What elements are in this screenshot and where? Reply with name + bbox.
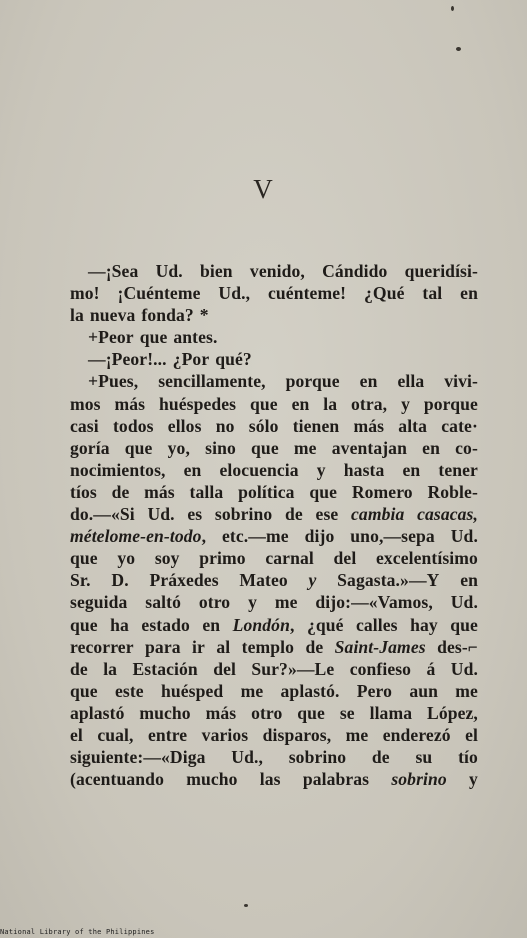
ink-speck xyxy=(451,6,454,11)
text-line: la nueva fonda? * xyxy=(70,305,209,326)
text-line: mos más huéspedes que en la otra, y porque xyxy=(70,393,478,414)
text-line: do.—«Si Ud. es sobrino de ese cambia casacas, xyxy=(70,504,478,525)
body-text xyxy=(70,260,478,790)
text-line: mételome-en-todo, etc.—me dijo uno,—sepa Ud. xyxy=(70,526,478,547)
ink-speck xyxy=(456,47,461,51)
text-line: goría que yo, sino que me aventajan en co- xyxy=(70,437,478,458)
text-line: el cual, entre varios disparos, me enderezó el xyxy=(70,724,478,745)
chapter-heading: V xyxy=(253,174,274,204)
text-line: recorrer para ir al templo de Saint-James des-⌐ xyxy=(70,636,478,657)
footer-credit: National Library of the Philippines xyxy=(0,928,155,936)
text-line: —¡Peor!... ¿Por qué? xyxy=(88,349,252,370)
text-line: nocimientos, en elocuencia y hasta en tener xyxy=(70,459,478,480)
text-line: —¡Sea Ud. bien venido, Cándido queridísi- xyxy=(88,261,478,281)
text-line: (acentuando mucho las palabras sobrino y xyxy=(70,769,478,790)
text-line: que ha estado en Londón, ¿qué calles hay que xyxy=(70,614,478,635)
text-line: Sr. D. Práxedes Mateo y Sagasta.»—Y en xyxy=(70,570,478,591)
ink-speck xyxy=(244,904,248,907)
text-line: aplastó mucho más otro que se llama López, xyxy=(70,702,478,723)
text-line: que este huésped me aplastó. Pero aun me xyxy=(70,680,478,701)
text-line: casi todos ellos no sólo tienen más alta cate· xyxy=(70,415,478,436)
text-line: seguida saltó otro y me dijo:—«Vamos, Ud. xyxy=(70,592,478,613)
text-line: siguiente:—«Diga Ud., sobrino de su tío xyxy=(70,747,478,768)
text-line: de la Estación del Sur?»—Le confieso á Ud. xyxy=(70,658,478,679)
text-line: tíos de más talla política que Romero Roble- xyxy=(70,481,478,502)
text-line: +Peor que antes. xyxy=(88,327,218,348)
text-line: que yo soy primo carnal del excelentísimo xyxy=(70,548,478,569)
text-line: +Pues, sencillamente, porque en ella vivi- xyxy=(88,371,478,392)
text-line: mo! ¡Cuénteme Ud., cuénteme! ¿Qué tal en xyxy=(70,283,478,304)
